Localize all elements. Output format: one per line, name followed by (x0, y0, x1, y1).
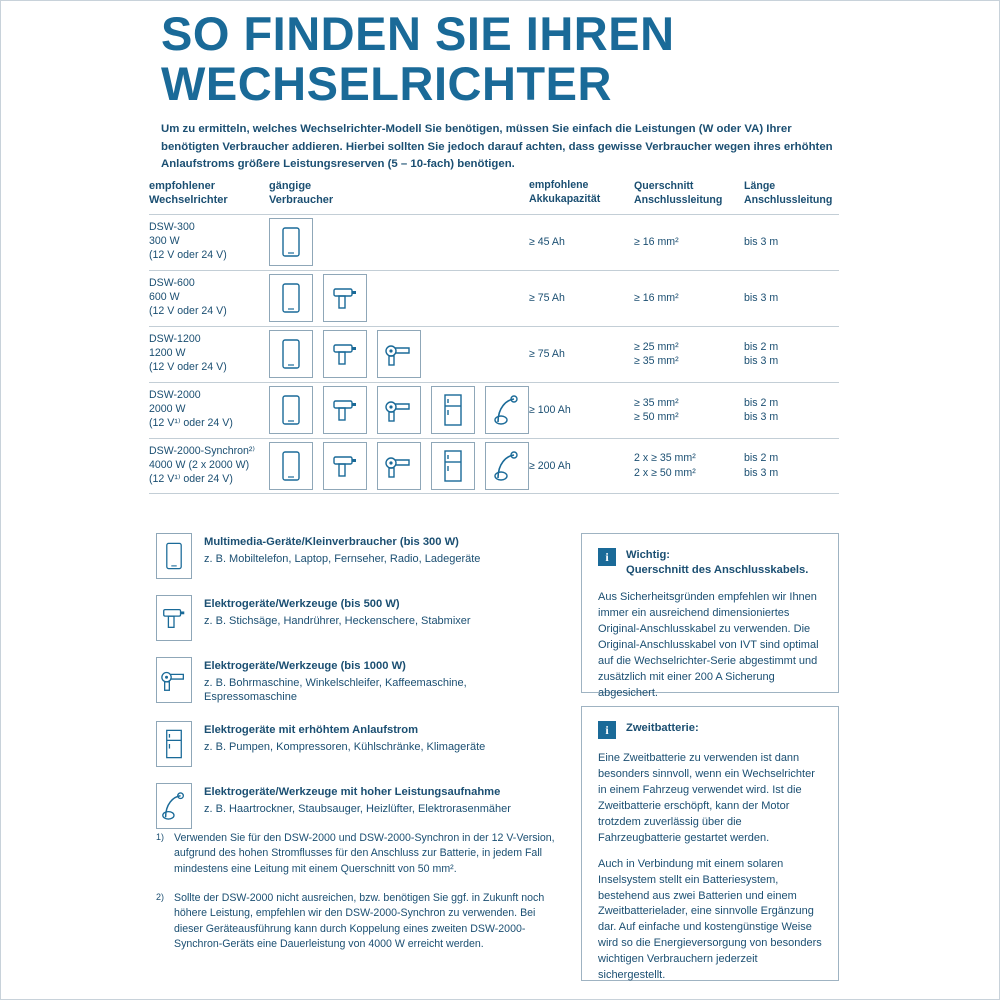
cell-consumers (269, 274, 529, 322)
infobox-title: Wichtig: (626, 549, 671, 561)
legend-subtitle: z. B. Pumpen, Kompressoren, Kühlschränke, Klimageräte (204, 740, 486, 753)
legend-item-high-inrush (156, 721, 556, 767)
table-row (149, 382, 839, 438)
table-row (149, 270, 839, 326)
cell-length: bis 3 m (744, 291, 779, 304)
infobox-subtitle: Querschnitt des Anschlusskabels. (626, 564, 809, 577)
legend-title: Elektrogeräte/Werkzeuge (bis 1000 W) (204, 660, 406, 672)
footnote-2 (156, 891, 556, 952)
cell-consumers (269, 442, 529, 490)
cell-consumers (269, 218, 529, 266)
power-tool-icon (323, 442, 367, 490)
vacuum-icon (156, 783, 192, 829)
cell-cross-section: ≥ 25 mm² ≥ 35 mm² (634, 340, 679, 368)
power-tool-icon (156, 595, 192, 641)
phone-icon (156, 533, 192, 579)
fridge-icon (431, 442, 475, 490)
power-tool-icon (323, 330, 367, 378)
power-tool-icon (323, 386, 367, 434)
cell-model: DSW-300 300 W (12 V oder 24 V) (149, 221, 227, 262)
page-title (161, 9, 961, 109)
legend-subtitle: z. B. Stichsäge, Handrührer, Heckenschere, Stabmixer (204, 614, 471, 627)
header-model: empfohlener Wechselrichter (149, 180, 228, 207)
title-line-2: WECHSELRICHTER (161, 56, 612, 110)
table-row (149, 438, 839, 494)
cell-length: bis 2 m bis 3 m (744, 396, 779, 424)
infobox-title: Zweitbatterie: (626, 722, 699, 734)
infobox-paragraph: Auch in Verbindung mit einem solaren Inselsystem stellt ein Batteriesystem, bestehend aus zwei Batterien und einem Zweitbatterielader, eine sinnvolle Ergänzung dar. Auf einfache und kostengünstige Weise wird so die Energieversorgung von besonders wichtigen Verbrauchern jederzeit sichergestellt. (598, 857, 822, 982)
vacuum-icon (485, 386, 529, 434)
cell-cross-section: 2 x ≥ 35 mm² 2 x ≥ 50 mm² (634, 452, 696, 479)
footnote-1 (156, 831, 556, 877)
legend-title: Multimedia-Geräte/Kleinverbraucher (bis 300 W) (204, 536, 459, 548)
legend-subtitle: z. B. Bohrmaschine, Winkelschleifer, Kaffeemaschine, Espressomaschine (204, 676, 467, 704)
header-consumers: gängige Verbraucher (269, 180, 334, 207)
footnote-text: Sollte der DSW-2000 nicht ausreichen, bzw. benötigen Sie ggf. in Zukunft noch höhere Leistung, empfehlen wir den DSW-2000-Synchron zu verwenden. Bei dieser Geräteausführung kann durch Koppelung eines zweiten DSW-2000-Synchron-Geräts eine Dauerleistung von 4000 W erreicht werden. (174, 892, 545, 951)
cell-length: bis 3 m (744, 235, 779, 248)
footnote-marker: 1) (156, 832, 165, 842)
drill-icon (377, 330, 421, 378)
phone-icon (269, 274, 313, 322)
cell-cross-section: ≥ 16 mm² (634, 235, 679, 248)
legend-item-multimedia (156, 533, 556, 579)
phone-icon (269, 330, 313, 378)
cell-length: bis 2 m bis 3 m (744, 452, 779, 479)
cell-capacity: ≥ 75 Ah (529, 348, 565, 361)
cell-cross-section: ≥ 16 mm² (634, 291, 679, 304)
legend-item-tools-500w (156, 595, 556, 641)
cell-capacity: ≥ 200 Ah (529, 459, 571, 472)
header-length: Länge Anschlussleitung (744, 180, 833, 207)
footnote-text: Verwenden Sie für den DSW-2000 und DSW-2000-Synchron in der 12 V-Version, aufgrund des hohen Stromflusses für den Anschluss zur Batterie, in jedem Fall mindestens eine Leitung mit einem Querschnitt von 50 mm². (174, 832, 555, 875)
info-icon: i (598, 548, 616, 566)
title-line-1: SO FINDEN SIE IHREN (161, 7, 675, 60)
legend-item-high-power (156, 783, 556, 829)
info-icon: i (598, 721, 616, 739)
cell-model: DSW-600 600 W (12 V oder 24 V) (149, 277, 227, 318)
drill-icon (377, 442, 421, 490)
infobox-zweitbatterie (581, 706, 839, 981)
phone-icon (269, 442, 313, 490)
footnote-marker: 2) (156, 892, 165, 903)
cell-capacity: ≥ 45 Ah (529, 236, 565, 249)
cell-model: DSW-1200 1200 W (12 V oder 24 V) (149, 333, 227, 374)
phone-icon (269, 218, 313, 266)
vacuum-icon (485, 442, 529, 490)
fridge-icon (431, 386, 475, 434)
infobox-paragraph: Aus Sicherheitsgründen empfehlen wir Ihnen immer ein ausreichend dimensioniertes Original-Anschlusskabel zu verwenden. Die Original-Anschlusskabel von IVT sind optimal auf die Wechselrichter-Serie abgestimmt und zusätzlich mit einer 200 A Sicherung abgesichert. (598, 591, 819, 699)
legend-subtitle: z. B. Mobiltelefon, Laptop, Fernseher, Radio, Ladegeräte (204, 552, 481, 565)
infobox-paragraph: Eine Zweitbatterie zu verwenden ist dann besonders sinnvoll, wenn ein Wechselrichter in einem Fahrzeug verwendet wird. Ist die Zweitbatterie erschöpft, kann der Motor trotzdem zuverlässig über die Fahrzeugbatterie gestartet werden. (598, 752, 815, 844)
intro-paragraph: Um zu ermitteln, welches Wechselrichter-Modell Sie benötigen, müssen Sie einfach die Leistungen (W oder VA) Ihrer benötigten Verbraucher addieren. Hierbei sollten Sie jedoch darauf achten, dass gewisse Verbraucher wegen ihres erhöhten Anlaufstroms größere Leistungsreserven (5 – 10-fach) benötigen. (161, 123, 833, 171)
table-row (149, 214, 839, 270)
cell-model: DSW-2000-Synchron²⁾ 4000 W (2 x 2000 W) (12 V¹⁾ oder 24 V) (149, 444, 256, 485)
cell-cross-section: ≥ 35 mm² ≥ 50 mm² (634, 396, 679, 424)
cell-model: DSW-2000 2000 W (12 V¹⁾ oder 24 V) (149, 389, 233, 430)
drill-icon (377, 386, 421, 434)
legend-title: Elektrogeräte/Werkzeuge (bis 500 W) (204, 598, 400, 610)
footnotes (156, 831, 556, 967)
legend-title: Elektrogeräte mit erhöhtem Anlaufstrom (204, 724, 419, 737)
header-cross-section: Querschnitt Anschlussleitung (634, 180, 723, 207)
drill-icon (156, 657, 192, 703)
infobox-wichtig (581, 533, 839, 699)
header-capacity: empfohlene Akkukapazität (529, 179, 601, 205)
legend (156, 533, 556, 845)
power-tool-icon (323, 274, 367, 322)
inverter-table (149, 179, 839, 494)
legend-item-tools-1000w (156, 657, 556, 705)
fridge-icon (156, 721, 192, 767)
phone-icon (269, 386, 313, 434)
cell-capacity: ≥ 100 Ah (529, 404, 571, 417)
cell-consumers (269, 330, 529, 378)
cell-consumers (269, 386, 529, 434)
table-row (149, 326, 839, 382)
legend-title: Elektrogeräte/Werkzeuge mit hoher Leistungsaufnahme (204, 786, 501, 799)
table-header-row (149, 179, 839, 214)
cell-capacity: ≥ 75 Ah (529, 292, 565, 305)
cell-length: bis 2 m bis 3 m (744, 340, 779, 368)
legend-subtitle: z. B. Haartrockner, Staubsauger, Heizlüfter, Elektrorasenmäher (204, 802, 511, 815)
